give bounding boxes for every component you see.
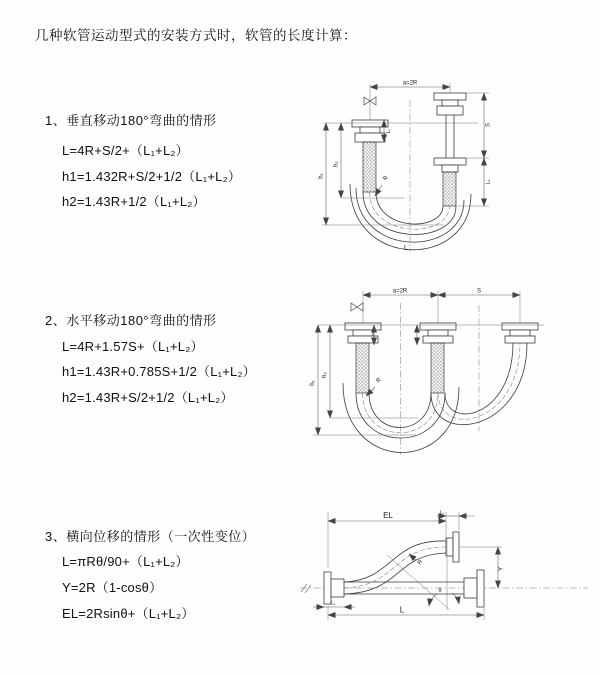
middle-flange-fitting [420,323,456,393]
section-2-formula-h2: h2=1.43R+S/2+1/2（L₁+L₂） [62,390,234,405]
dim-label-l1: L₁ [330,600,336,607]
braided-hose-section [363,142,376,192]
dim-label-h2: h₂ [333,161,340,167]
dim-label-theta: θ [438,588,442,594]
diagram-lateral-displacement [296,498,598,648]
valve-symbol [351,303,363,311]
dim-label-s: S [476,288,482,295]
left-flange-fitting [352,120,388,192]
dim-label-l-total: L [403,243,409,252]
diagram-vertical-180-bend [306,72,598,258]
section-3-heading: 3、横向位移的情形（一次性变位） [45,529,256,544]
section-1-formula-h2: h2=1.43R+1/2（L₁+L₂） [62,194,206,209]
section-2-formula-L: L=4R+1.57S+（L₁+L₂） [62,339,204,354]
right-flange-fitting-lower-position [434,158,466,206]
braided-hose-section [443,172,456,206]
section-3-formula-L: L=πRθ/90+（L₁+L₂） [62,554,189,569]
dim-label-h2: h₂ [322,372,328,378]
dim-label-h1: h₁ [318,173,325,179]
dim-label-s: S [485,122,492,128]
pipe-break-symbol [301,584,311,593]
section-2-formula-h1: h1=1.43R+0.785S+1/2（L₁+L₂） [62,364,256,379]
dim-label-y: Y [497,566,505,572]
section-3-formula-Y: Y=2R（1-cosθ） [62,580,163,595]
page-title: 几种软管运动型式的安装方式时，软管的长度计算： [35,28,357,43]
diagram-horizontal-180-bend [298,283,598,465]
dim-label-a2r: a=2R [402,80,418,87]
dim-label-r: R [382,175,390,183]
section-1-formula-L: L=4R+S/2+（L₁+L₂） [62,143,189,158]
section-3-formula-EL: EL=2Rsinθ+（L₁+L₂） [62,606,195,621]
braided-hose-section [356,343,369,393]
right-flange-fitting-moved-position [502,323,538,343]
left-flange-fitting [324,572,344,604]
braided-hose-section [431,343,444,393]
displaced-s-curve-hose [344,532,459,594]
dim-label-l-total: L [399,605,405,615]
dim-label-r: R [375,377,383,385]
section-1-formula-h1: h1=1.432R+S/2+1/2（L₁+L₂） [62,169,242,184]
dim-label-l2: L₂ [485,179,492,185]
dimension-lines [319,81,492,253]
dim-label-l2: L₂ [439,510,445,516]
left-flange-fitting [345,323,381,393]
dim-label-h1: h₁ [310,380,316,386]
dimension-lines [310,289,544,436]
right-flange-fitting-upper-position [434,93,466,158]
dim-label-el: EL [383,511,393,520]
section-1-heading: 1、垂直移动180°弯曲的情形 [45,113,217,128]
section-2-heading: 2、水平移动180°弯曲的情形 [45,313,217,328]
dim-label-l1: L₁ [386,128,392,134]
dim-label-a2r: a=2R [392,288,408,295]
dim-label-r: R [416,559,425,567]
straight-hose-original-position [344,570,484,607]
